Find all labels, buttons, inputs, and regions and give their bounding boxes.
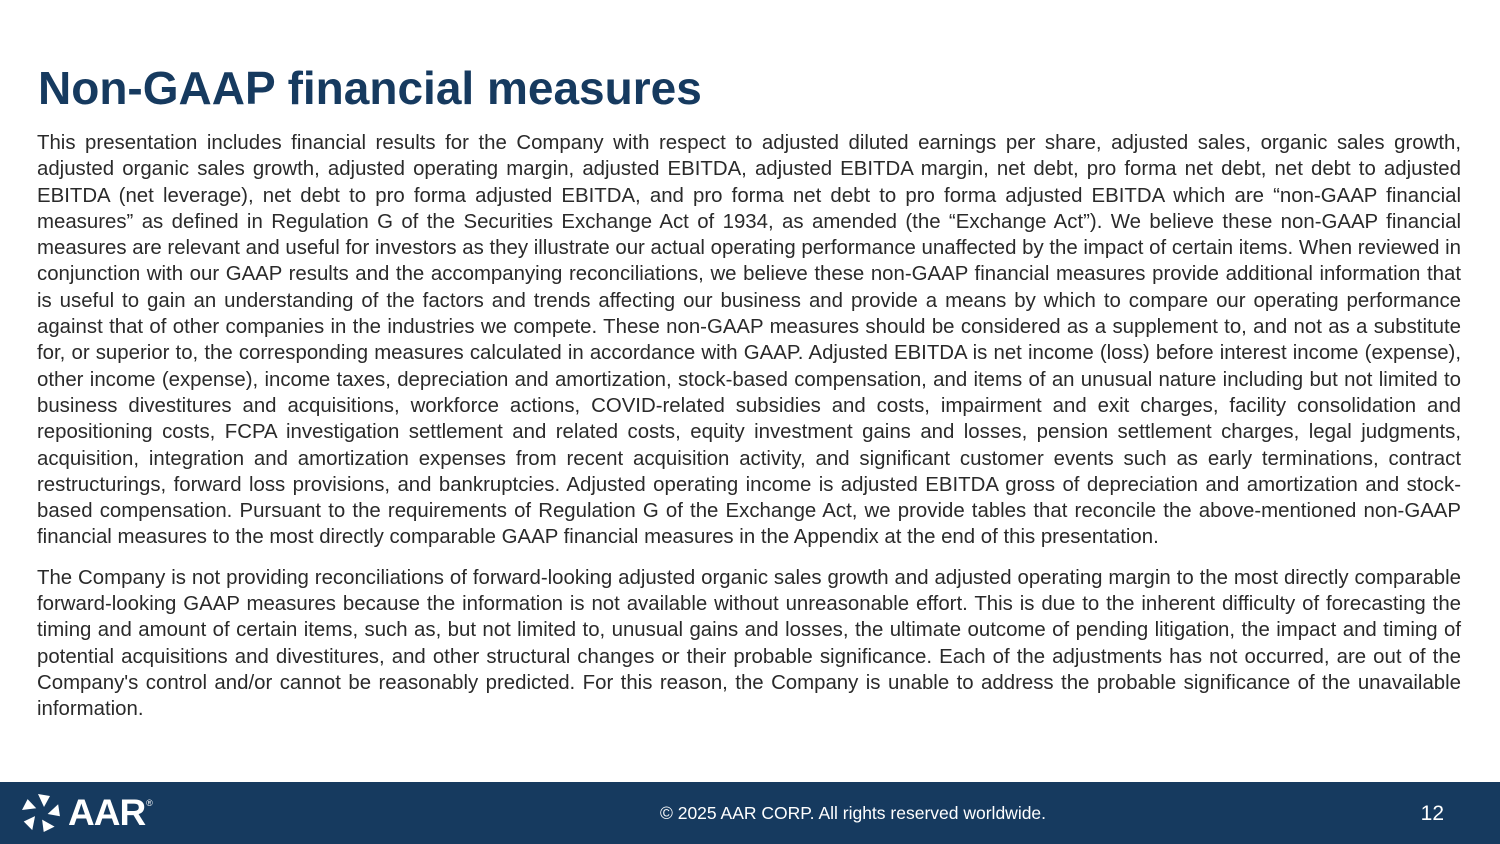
paragraph-non-gaap-definitions: This presentation includes financial results for the Company with respect to adjusted diluted earnings per share, adjusted sales, organic sales growth, adjusted organic sales growth, adjusted operating margin, adjusted EBITDA, adjusted EBITDA margin, net debt, pro forma net debt, net debt to adjusted EBITDA (net leverage), net debt to pro forma adjusted EBITDA, and pro forma net debt to pro forma adjusted EBITDA which are “non-GAAP financial measures” as defined in Regulation G of the Securities Exchange Act of 1934, as amended (the “Exchange Act”). We believe these non-GAAP financial measures are relevant and useful for investors as they illustrate our actual operating performance unaffected by the impact of certain items. When reviewed in conjunction with our GAAP results and the accompanying reconciliations, we believe these non-GAAP financial measures provide additional information that is useful to gain an understanding of the factors and trends affecting our business and provide a means by which to compare our operating performance against that of other companies in the industries we compete. These non-GAAP measures should be considered as a supplement to, and not as a substitute for, or superior to, the corresponding measures calculated in accordance with GAAP. Adjusted EBITDA is net income (loss) before interest income (expense), other income (expense), income taxes, depreciation and amortization, stock-based compensation, and items of an unusual nature including but not limited to business divestitures and acquisitions, workforce actions, COVID-related subsidies and costs, impairment and exit charges, facility consolidation and repositioning costs, FCPA investigation settlement and related costs, equity investment gains and losses, pension settlement charges, legal judgments, acquisition, integration and amortization expenses from recent acquisition activity, and significant customer events such as early terminations, contract restructurings, forward loss provisions, and bankruptcies. Adjusted operating income is adjusted EBITDA gross of depreciation and amortization and stock-based compensation. Pursuant to the requirements of Regulation G of the Exchange Act, we provide tables that reconcile the above-mentioned non-GAAP financial measures to the most directly comparable GAAP financial measures in the Appendix at the end of this presentation. bbox=[37, 132, 1461, 549]
logo-wordmark: AAR bbox=[68, 792, 146, 833]
slide-title: Non-GAAP financial measures bbox=[38, 62, 702, 114]
registered-mark: ® bbox=[146, 798, 153, 808]
footer-bar bbox=[0, 782, 1500, 844]
copyright-notice: © 2025 AAR CORP. All rights reserved worldwide. bbox=[659, 803, 1047, 823]
paragraph-forward-looking-reconciliations: The Company is not providing reconciliations of forward-looking adjusted organic sales growth and adjusted operating margin to the most directly comparable forward-looking GAAP measures because the information is not available without unreasonable effort. This is due to the inherent difficulty of forecasting the timing and amount of certain items, such as, but not limited to, unusual gains and losses, the ultimate outcome of pending litigation, the impact and timing of potential acquisitions and divestitures, and other structural changes or their probable significance. Each of the adjustments has not occurred, are out of the Company's control and/or cannot be reasonably predicted. For this reason, the Company is unable to address the probable significance of the unavailable information. bbox=[37, 566, 1461, 721]
body-text bbox=[37, 130, 1461, 737]
page-number: 12 bbox=[1420, 802, 1444, 825]
